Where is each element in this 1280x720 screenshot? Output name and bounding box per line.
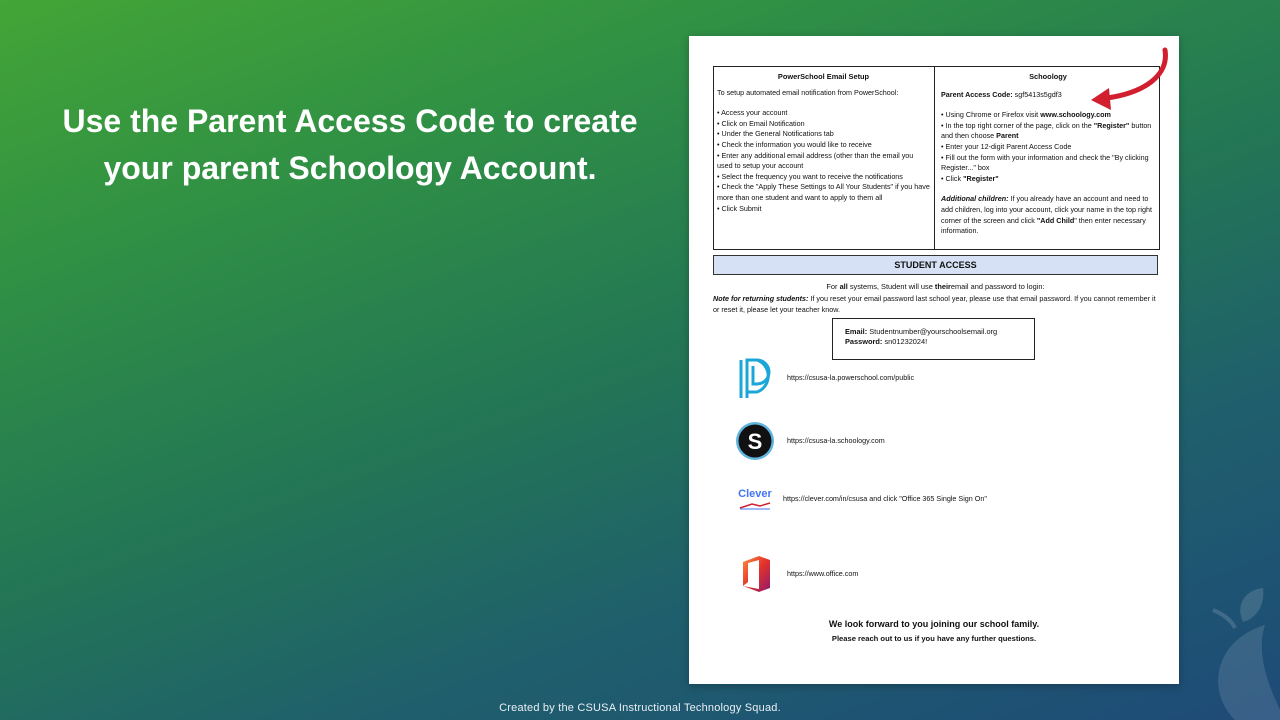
- powerschool-step: • Under the General Notifications tab: [717, 129, 834, 139]
- slide-headline: Use the Parent Access Code to create your parent Schoology Account.: [62, 103, 638, 186]
- powerschool-step: • Select the frequency you want to receive the notifications: [717, 171, 903, 181]
- schoology-step: • Using Chrome or Firefox visit www.schoology.com: [941, 110, 1111, 120]
- powerschool-step: • Enter any additional email address (other than the email you used to setup your account: [717, 150, 914, 171]
- schoology-step: • Fill out the form with your information and check the "By clicking Register..." box: [941, 152, 1149, 173]
- email-line: Email: Studentnumber@yourschoolsemail.org: [845, 327, 998, 336]
- powerschool-link-row: [737, 356, 914, 400]
- for-all-systems-text: For all systems, Student will use theiremail and password to login:: [826, 282, 1045, 291]
- powerschool-step: • Click Submit: [717, 203, 762, 213]
- instruction-document: [689, 36, 1179, 684]
- office-365-logo-icon: [739, 554, 773, 594]
- schoology-step: • Enter your 12-digit Parent Access Code: [941, 141, 1072, 151]
- schoology-site-link[interactable]: www.schoology.com: [1040, 110, 1111, 120]
- powerschool-intro: To setup automated email notification from PowerSchool:: [717, 87, 899, 97]
- additional-children: Additional children: If you already have an account and need to add children, log into your account, click your name in the top right corner of the screen and click "Add Child" then enter necessary information.: [941, 194, 1152, 236]
- schoology-step: • In the top right corner of the page, click on the "Register" button and then choose Parent: [941, 120, 1152, 141]
- closing-line-1: We look forward to you joining our school family.: [828, 619, 1040, 629]
- code-value: sgf5413s5gdf3: [1014, 89, 1062, 99]
- student-access-header: STUDENT ACCESS: [713, 255, 1158, 275]
- apple-leaf-decoration-icon: [1195, 570, 1280, 720]
- clever-link-row: [737, 488, 987, 510]
- schoology-url[interactable]: https://csusa-la.schoology.com: [787, 435, 885, 445]
- schoology-logo-icon: [735, 421, 775, 461]
- powerschool-step: • Click on Email Notification: [717, 118, 805, 128]
- schoology-heading: Schoology: [1029, 72, 1067, 81]
- powerschool-column: [714, 67, 935, 249]
- red-arrow-icon: [1085, 44, 1177, 116]
- password-line: Password: sn01232024!: [845, 337, 928, 347]
- svg-text:S: S: [747, 429, 763, 454]
- schoology-link-row: [735, 421, 885, 461]
- returning-students-note: Note for returning students: If you reset your email password last school year, please use that email password. If you cannot remember it or reset it, please let your teacher know.: [713, 294, 1156, 314]
- office-url[interactable]: https://www.office.com: [787, 568, 859, 578]
- slide-footer: Created by the CSUSA Instructional Technology Squad.: [499, 702, 781, 714]
- office-link-row: [739, 554, 858, 594]
- powerschool-url[interactable]: https://csusa-la.powerschool.com/public: [787, 372, 915, 382]
- powerschool-step: • Check the "Apply These Settings to All Your Students" if you have more than one student and want to apply to them all: [717, 182, 930, 202]
- powerschool-step: • Access your account: [717, 108, 788, 118]
- powerschool-heading: PowerSchool Email Setup: [777, 72, 870, 81]
- schoology-step: • Click "Register": [941, 173, 999, 183]
- code-label: Parent Access Code:: [941, 89, 1013, 99]
- clever-swoosh: [738, 500, 772, 510]
- powerschool-step: • Check the information you would like to receive: [717, 139, 872, 149]
- clever-logo-text: Clever: [738, 488, 772, 500]
- clever-url[interactable]: https://clever.com/in/csusa and click "Office 365 Single Sign On": [783, 493, 987, 503]
- closing-line-2: Please reach out to us if you have any further questions.: [831, 634, 1037, 643]
- login-credentials-box: [832, 318, 1035, 360]
- clever-logo-icon: [737, 488, 773, 510]
- powerschool-logo-icon: [737, 356, 775, 400]
